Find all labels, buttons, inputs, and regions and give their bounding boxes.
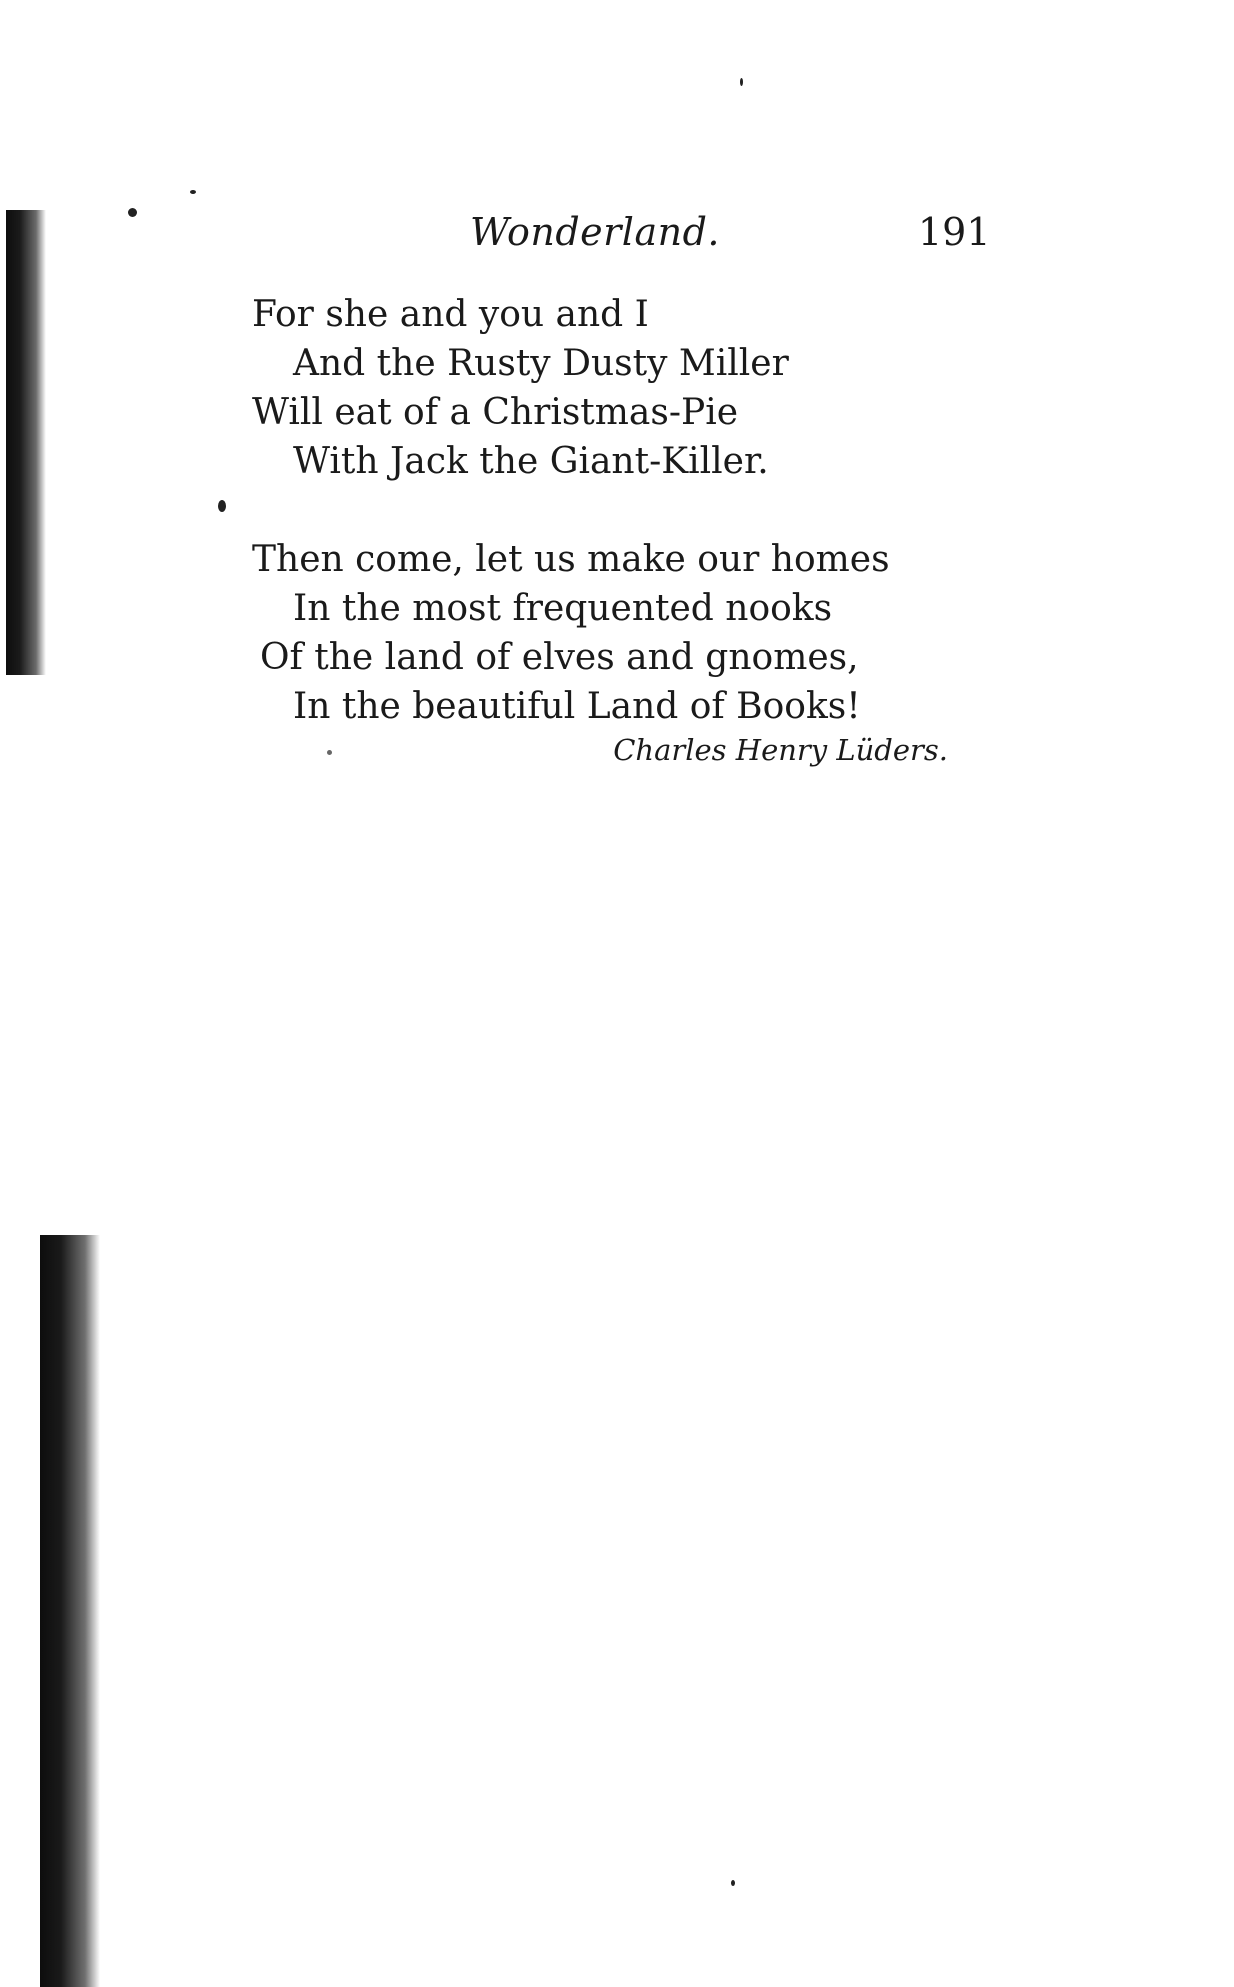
verse-line: In the most frequented nooks	[293, 588, 833, 629]
running-title: Wonderland.	[470, 210, 720, 254]
verse-line: For she and you and I	[252, 294, 649, 335]
poem-attribution: Charles Henry Lüders.	[613, 733, 948, 767]
scan-speck	[218, 500, 226, 512]
verse-line: With Jack the Giant-Killer.	[293, 441, 769, 482]
scan-speck	[190, 190, 196, 194]
scan-speck	[128, 208, 137, 217]
verse-line: Of the land of elves and gnomes,	[260, 637, 859, 678]
scan-speck	[731, 1880, 735, 1886]
verse-line: Will eat of a Christmas-Pie	[252, 392, 739, 433]
binding-shadow-bottom	[40, 1235, 100, 1987]
scan-speck	[327, 750, 332, 755]
binding-shadow-top	[6, 210, 46, 675]
verse-line: And the Rusty Dusty Miller	[293, 343, 789, 384]
stanza-2	[252, 535, 890, 731]
scan-speck	[740, 78, 743, 86]
verse-line: Then come, let us make our homes	[252, 539, 890, 580]
stanza-1	[252, 290, 789, 486]
verse-line: In the beautiful Land of Books!	[293, 686, 861, 727]
page-number: 191	[918, 210, 991, 254]
